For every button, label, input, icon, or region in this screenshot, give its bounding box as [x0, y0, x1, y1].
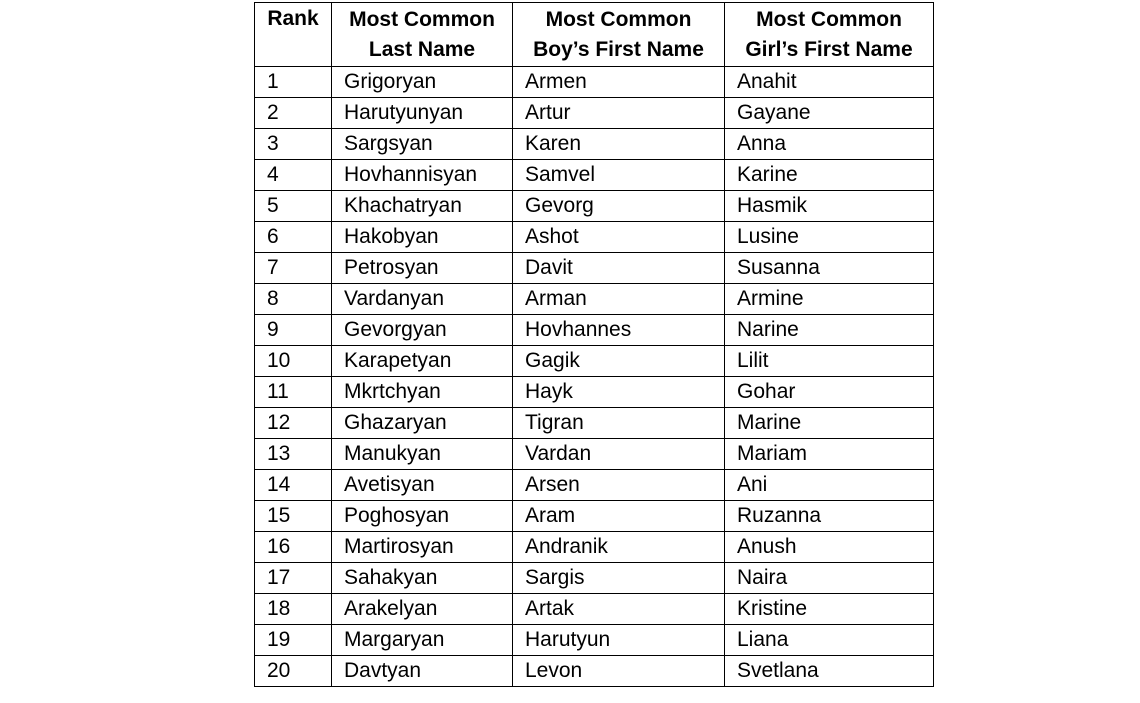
girl-first-name-cell: Hasmik — [725, 191, 934, 222]
table-row — [255, 315, 934, 346]
last-name-cell: Khachatryan — [332, 191, 513, 222]
table-row — [255, 594, 934, 625]
rank-cell: 6 — [255, 222, 332, 253]
boy-first-name-cell: Karen — [513, 129, 725, 160]
last-name-cell: Poghosyan — [332, 501, 513, 532]
girl-first-name-cell: Naira — [725, 563, 934, 594]
table-row — [255, 284, 934, 315]
table-header — [255, 3, 934, 67]
last-name-cell: Ghazaryan — [332, 408, 513, 439]
boy-first-name-cell: Armen — [513, 67, 725, 98]
header-girl-first-name: Most Common Girl’s First Name — [725, 3, 934, 67]
girl-first-name-cell: Mariam — [725, 439, 934, 470]
girl-first-name-cell: Narine — [725, 315, 934, 346]
boy-first-name-cell: Gagik — [513, 346, 725, 377]
rank-cell: 14 — [255, 470, 332, 501]
table-row — [255, 253, 934, 284]
table-row — [255, 377, 934, 408]
rank-cell: 1 — [255, 67, 332, 98]
girl-first-name-cell: Kristine — [725, 594, 934, 625]
names-table — [254, 2, 934, 687]
girl-first-name-cell: Anush — [725, 532, 934, 563]
table-row — [255, 532, 934, 563]
table-body — [255, 67, 934, 687]
last-name-cell: Harutyunyan — [332, 98, 513, 129]
last-name-cell: Vardanyan — [332, 284, 513, 315]
last-name-cell: Grigoryan — [332, 67, 513, 98]
table-row — [255, 346, 934, 377]
last-name-cell: Davtyan — [332, 656, 513, 687]
boy-first-name-cell: Arman — [513, 284, 725, 315]
table-row — [255, 656, 934, 687]
last-name-cell: Hakobyan — [332, 222, 513, 253]
rank-cell: 18 — [255, 594, 332, 625]
table-row — [255, 501, 934, 532]
girl-first-name-cell: Karine — [725, 160, 934, 191]
table-row — [255, 563, 934, 594]
rank-cell: 9 — [255, 315, 332, 346]
rank-cell: 2 — [255, 98, 332, 129]
table-row — [255, 191, 934, 222]
boy-first-name-cell: Artur — [513, 98, 725, 129]
girl-first-name-cell: Svetlana — [725, 656, 934, 687]
table-row — [255, 408, 934, 439]
rank-cell: 3 — [255, 129, 332, 160]
table-row — [255, 160, 934, 191]
last-name-cell: Martirosyan — [332, 532, 513, 563]
rank-cell: 15 — [255, 501, 332, 532]
rank-cell: 13 — [255, 439, 332, 470]
last-name-cell: Avetisyan — [332, 470, 513, 501]
boy-first-name-cell: Davit — [513, 253, 725, 284]
last-name-cell: Manukyan — [332, 439, 513, 470]
rank-cell: 19 — [255, 625, 332, 656]
girl-first-name-cell: Liana — [725, 625, 934, 656]
table-row — [255, 222, 934, 253]
rank-cell: 20 — [255, 656, 332, 687]
last-name-cell: Karapetyan — [332, 346, 513, 377]
rank-cell: 7 — [255, 253, 332, 284]
rank-cell: 10 — [255, 346, 332, 377]
boy-first-name-cell: Artak — [513, 594, 725, 625]
boy-first-name-cell: Ashot — [513, 222, 725, 253]
girl-first-name-cell: Gayane — [725, 98, 934, 129]
girl-first-name-cell: Ruzanna — [725, 501, 934, 532]
boy-first-name-cell: Samvel — [513, 160, 725, 191]
boy-first-name-cell: Sargis — [513, 563, 725, 594]
girl-first-name-cell: Marine — [725, 408, 934, 439]
boy-first-name-cell: Levon — [513, 656, 725, 687]
table-row — [255, 67, 934, 98]
rank-cell: 11 — [255, 377, 332, 408]
last-name-cell: Arakelyan — [332, 594, 513, 625]
boy-first-name-cell: Tigran — [513, 408, 725, 439]
girl-first-name-cell: Ani — [725, 470, 934, 501]
girl-first-name-cell: Susanna — [725, 253, 934, 284]
last-name-cell: Mkrtchyan — [332, 377, 513, 408]
boy-first-name-cell: Arsen — [513, 470, 725, 501]
rank-cell: 8 — [255, 284, 332, 315]
rank-cell: 17 — [255, 563, 332, 594]
boy-first-name-cell: Andranik — [513, 532, 725, 563]
last-name-cell: Gevorgyan — [332, 315, 513, 346]
last-name-cell: Margaryan — [332, 625, 513, 656]
boy-first-name-cell: Vardan — [513, 439, 725, 470]
girl-first-name-cell: Lilit — [725, 346, 934, 377]
boy-first-name-cell: Aram — [513, 501, 725, 532]
header-boy-first-name: Most Common Boy’s First Name — [513, 3, 725, 67]
header-last-name: Most Common Last Name — [332, 3, 513, 67]
last-name-cell: Hovhannisyan — [332, 160, 513, 191]
header-row — [255, 3, 934, 67]
last-name-cell: Sahakyan — [332, 563, 513, 594]
table-row — [255, 625, 934, 656]
boy-first-name-cell: Gevorg — [513, 191, 725, 222]
rank-cell: 5 — [255, 191, 332, 222]
header-rank: Rank — [255, 3, 332, 67]
last-name-cell: Petrosyan — [332, 253, 513, 284]
table-row — [255, 98, 934, 129]
girl-first-name-cell: Armine — [725, 284, 934, 315]
rank-cell: 4 — [255, 160, 332, 191]
rank-cell: 16 — [255, 532, 332, 563]
boy-first-name-cell: Hovhannes — [513, 315, 725, 346]
last-name-cell: Sargsyan — [332, 129, 513, 160]
rank-cell: 12 — [255, 408, 332, 439]
girl-first-name-cell: Lusine — [725, 222, 934, 253]
girl-first-name-cell: Anahit — [725, 67, 934, 98]
girl-first-name-cell: Anna — [725, 129, 934, 160]
table-row — [255, 439, 934, 470]
table-row — [255, 470, 934, 501]
boy-first-name-cell: Hayk — [513, 377, 725, 408]
girl-first-name-cell: Gohar — [725, 377, 934, 408]
boy-first-name-cell: Harutyun — [513, 625, 725, 656]
table-row — [255, 129, 934, 160]
